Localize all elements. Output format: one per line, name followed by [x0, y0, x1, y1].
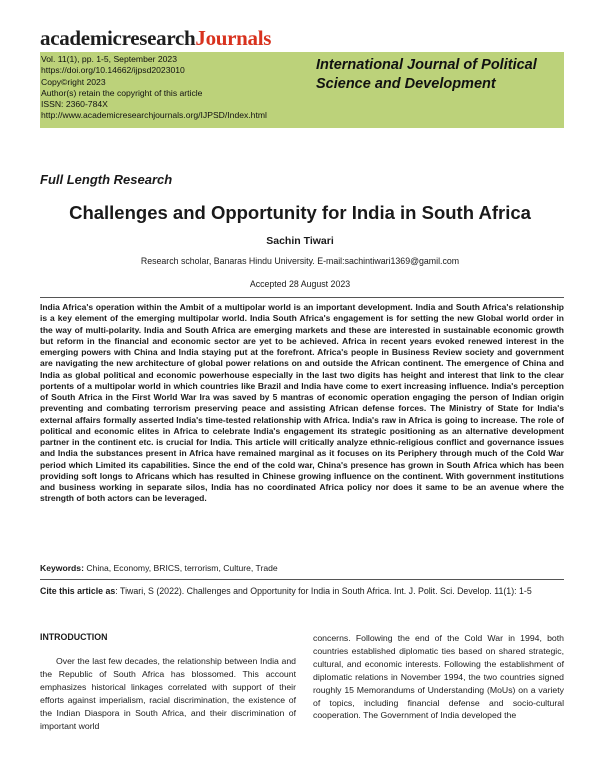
article-title: Challenges and Opportunity for India in South Africa	[69, 202, 531, 223]
keywords-label: Keywords:	[40, 563, 84, 573]
meta-issn: ISSN: 2360-784X	[41, 99, 108, 110]
divider-bottom	[40, 579, 564, 580]
journal-name: International Journal of Political Science and Development	[316, 57, 537, 92]
meta-copyright: Copy©right 2023	[41, 76, 106, 87]
abstract: India Africa's operation within the Ambit of a multipolar world is an important development. India and South Africa's relationship is a key element of the emerging multipolar world. India South Africa's engagement is for setting the new Global world order in the way of multi-polarity. India and South Africa are emerging markets and these are interested in sustainable economic growth but reform in the financial and economic sector are yet to be achieved. Africa in recent years evoked renewed interest in the emerging powers with China and India staying put at the forefront. Africa's people in Business Review society and government are navigating the new architecture of global power relations on and outside the African continent. The emergence of China and India as global political and economic powerhouse especially in the last two digits has height and interest that link to the clear portents of a multipolar world in which countries like Brazil and India have come to exert increasing influence. India's perception of South Africa in the First World War Ira was saved by 5 mantras of economic operation engaging the person of Indian origin preventing and combating terrorism preserving peace and assisting African defense forces. The Ministry of State for India's external affairs formally asserted India's time-tested relationship with Africa. India's raw in Africa is going to increase. The role of political and economic elites in Africa to celebrate India's engagement its strategic positioning as an alternative development partner in the continent etc. is crucial for India. This article will critically analyze ethnic-religious conflict and governance issues and India the substances present in Africa have remained marginal as it focuses on its Periphery through much of the Cold War period which Limited its capabilities. Since the end of the cold war, China's presence has grown in South Africa which has been providing soft longs to Africans which has resulted in Chinese growing influence on the continent. With government institutions and business working in separate silos, India has no coordinated Africa policy nor does it same to be an avenue where the strength of both actors can be leveraged.	[40, 302, 564, 504]
meta-volume: Vol. 11(1), pp. 1-5, September 2023	[41, 54, 177, 64]
meta-doi[interactable]: https://doi.org/10.14662/ijpsd2023010	[41, 65, 185, 76]
publisher-logo	[40, 26, 271, 51]
journal-meta	[41, 54, 309, 122]
keywords-list: China, Economy, BRICS, terrorism, Culture, Trade	[86, 563, 278, 573]
logo-text-part2: Journals	[195, 26, 272, 50]
article-type: Full Length Research	[40, 172, 173, 187]
logo-text-part1: academicresearch	[40, 26, 196, 50]
accepted-date: Accepted 28 August 2023	[249, 279, 351, 289]
meta-rights: Author(s) retain the copyright of this article	[41, 87, 203, 98]
keywords	[40, 563, 564, 573]
cite-text: : Tiwari, S (2022). Challenges and Opportunity for India in South Africa. Int. J. Polit. Sci. Develop. 11(1): 1-5	[115, 586, 532, 596]
divider-top	[40, 297, 564, 298]
cite-label: Cite this article as	[40, 586, 116, 596]
author-affiliation: Research scholar, Banaras Hindu University. E-mail:sachintiwari1369@gamil.com	[140, 256, 460, 266]
section-heading-introduction: INTRODUCTION	[40, 632, 108, 642]
meta-url[interactable]: http://www.academicresearchjournals.org/IJPSD/Index.html	[41, 110, 267, 121]
author-name: Sachin Tiwari	[266, 235, 334, 247]
body-column-left: Over the last few decades, the relationship between India and the Republic of South Africa has blossomed. This account emphasizes historical linkages correlated with support of their efforts against imperialism, racial discrimination, the existence of the Indian Diaspora in South Africa, and their discrimination of important world	[40, 656, 296, 731]
citation	[40, 585, 564, 599]
body-column-right: concerns. Following the end of the Cold War in 1994, both countries established diplomatic ties based on shared strategic, cultural, and economic interests. Following the establishment of diplomatic relations in November 1994, the two countries signed roughly 15 Memorandums of Understanding (MoUs) on a variety of topics, including financial defense and socio-cultural cooperation. The Government of India developed the	[313, 633, 564, 721]
